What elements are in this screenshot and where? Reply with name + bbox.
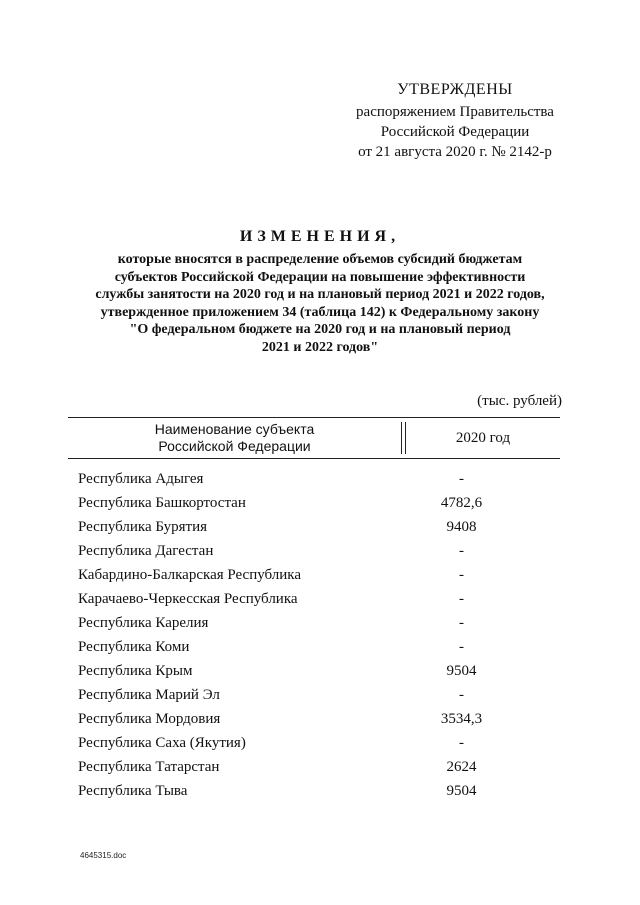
subsidy-value: - — [459, 639, 464, 655]
subsidy-value: 9504 — [446, 783, 477, 799]
table-row — [78, 515, 560, 539]
subsidy-value: - — [459, 615, 464, 631]
region-name: Республика Дагестан — [78, 543, 214, 559]
subsidy-value: - — [459, 543, 464, 559]
table-row — [78, 587, 560, 611]
region-name: Республика Мордовия — [78, 711, 221, 727]
subtitle-line: 2021 и 2022 годов" — [261, 339, 379, 355]
subsidy-value: - — [459, 687, 464, 703]
region-name: Республика Татарстан — [78, 759, 220, 775]
approval-line-3: от 21 августа 2020 г. № 2142-р — [358, 144, 552, 160]
region-name: Республика Бурятия — [78, 519, 208, 535]
subtitle-line: которые вносятся в распределение объемов субсидий бюджетам — [117, 252, 523, 267]
table-row — [78, 467, 560, 491]
subsidy-value: 9408 — [446, 519, 477, 535]
subsidy-value: - — [459, 471, 464, 487]
table-row — [78, 707, 560, 731]
region-name: Республика Тыва — [78, 783, 188, 799]
table-row — [78, 731, 560, 755]
approval-line-2: Российской Федерации — [380, 124, 530, 140]
units-label: (тыс. рублей) — [477, 393, 562, 409]
region-name: Кабардино-Балкарская Республика — [78, 567, 302, 583]
subsidy-value: 2624 — [446, 759, 477, 775]
region-name: Республика Саха (Якутия) — [78, 735, 246, 751]
region-name: Республика Адыгея — [78, 471, 204, 487]
table-row — [78, 683, 560, 707]
subtitle-line: утвержденное приложением 34 (таблица 142) к Федеральному закону — [100, 304, 540, 320]
subtitle-line: "О федеральном бюджете на 2020 год и на плановый период — [129, 322, 511, 337]
table-row — [78, 491, 560, 515]
region-name: Республика Крым — [78, 663, 193, 679]
table-row — [78, 539, 560, 563]
subsidy-value: - — [459, 567, 464, 583]
table-row — [78, 635, 560, 659]
approval-heading: УТВЕРЖДЕНЫ — [397, 81, 513, 98]
subsidy-value: 9504 — [446, 663, 477, 679]
region-name: Республика Карелия — [78, 615, 209, 631]
document-subtitle — [60, 251, 580, 356]
region-name: Республика Марий Эл — [78, 687, 220, 703]
document-title: ИЗМЕНЕНИЯ, — [239, 228, 401, 245]
subtitle-line: субъектов Российской Федерации на повышение эффективности — [114, 269, 526, 285]
approval-line-1: распоряжением Правительства — [356, 104, 554, 120]
subsidy-value: - — [459, 735, 464, 751]
table-row — [78, 611, 560, 635]
file-reference: 4645315.doc — [80, 851, 127, 860]
table-row — [78, 659, 560, 683]
table-body — [78, 467, 560, 803]
subsidy-value: 4782,6 — [440, 495, 483, 511]
table-header — [68, 417, 560, 459]
table-row — [78, 563, 560, 587]
region-name: Республика Коми — [78, 639, 190, 655]
header-region-line-2: Российской Федерации — [158, 438, 311, 454]
table-row — [78, 779, 560, 803]
subsidy-value: 3534,3 — [440, 711, 483, 727]
region-name: Республика Башкортостан — [78, 495, 246, 511]
header-region-line-1: Наименование субъекта — [154, 421, 315, 437]
header-region-name — [68, 418, 401, 458]
region-name: Карачаево-Черкесская Республика — [78, 591, 298, 607]
subsidy-value: - — [459, 591, 464, 607]
table-row — [78, 755, 560, 779]
subtitle-line: службы занятости на 2020 год и на плановый период 2021 и 2022 годов, — [95, 287, 545, 302]
header-year: 2020 год — [455, 430, 511, 446]
approval-block — [330, 80, 580, 162]
